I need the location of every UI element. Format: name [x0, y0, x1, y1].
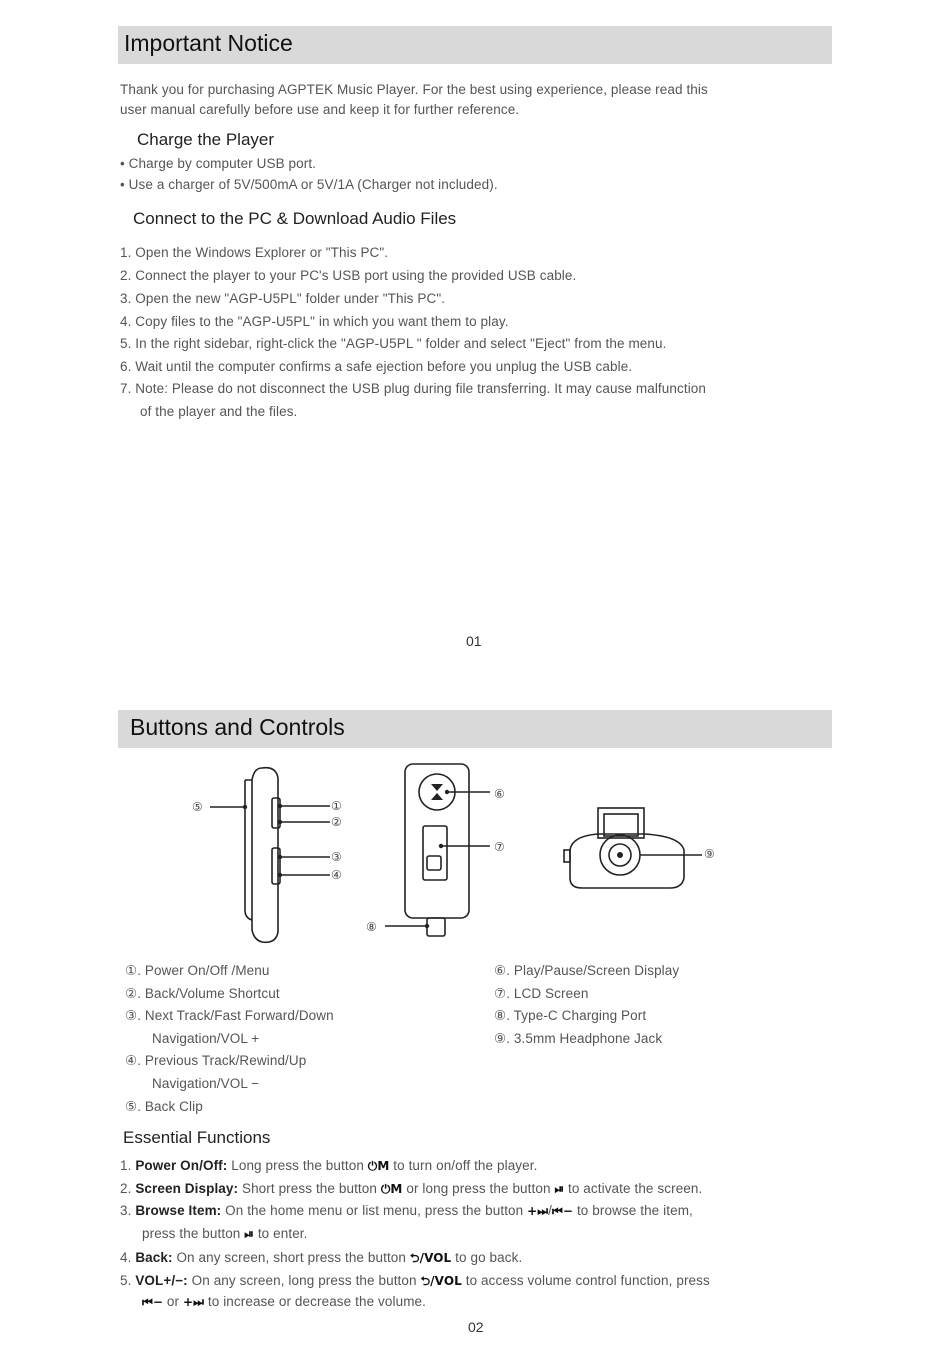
- callout-7: ⑦: [494, 840, 505, 854]
- callout-4: ④: [331, 868, 342, 882]
- important-notice-bar: [118, 26, 832, 64]
- essential-item-1: 1. Power On/Off: Long press the button ⏻M to turn on/off the player.: [120, 1158, 538, 1173]
- callout-6: ⑥: [494, 787, 505, 801]
- callout-2: ②: [331, 815, 342, 829]
- callout-5: ⑤: [192, 800, 203, 814]
- essential-item-3: 3. Browse Item: On the home menu or list menu, press the button +⏭/⏮− to browse the item,: [120, 1203, 693, 1218]
- essential-item-2: 2. Screen Display: Short press the button ⏻M or long press the button ⏯ to activate the screen.: [120, 1181, 703, 1196]
- legend-left-1: ①. Power On/Off /Menu: [125, 963, 270, 978]
- legend-right-7: ⑦. LCD Screen: [494, 986, 589, 1001]
- legend-left-2: ②. Back/Volume Shortcut: [125, 986, 280, 1001]
- page-number-1: 01: [466, 633, 482, 649]
- page-number-2: 02: [468, 1319, 484, 1335]
- callout-8: ⑧: [366, 920, 377, 934]
- connect-step-7: 7. Note: Please do not disconnect the USB plug during file transferring. It may cause malfunction: [120, 381, 707, 396]
- connect-step-5: 5. In the right sidebar, right-click the "AGP-U5PL " folder and select "Eject" from the menu.: [120, 336, 667, 351]
- charge-item-1: • Charge by computer USB port.: [120, 156, 317, 171]
- legend-left-4-cont: Navigation/VOL −: [152, 1076, 260, 1091]
- essential-item-5: 5. VOL+/−: On any screen, long press the button ⮌/VOL to access volume control function, press: [120, 1273, 710, 1288]
- legend-left-3: ③. Next Track/Fast Forward/Down: [125, 1008, 334, 1023]
- back-vol-icon: ⮌/VOL: [420, 1274, 462, 1288]
- essential-item-4: 4. Back: On any screen, short press the button ⮌/VOL to go back.: [120, 1250, 523, 1265]
- connect-step-6: 6. Wait until the computer confirms a safe ejection before you unplug the USB cable.: [120, 359, 633, 374]
- previous-track-icon: ⏮−: [552, 1204, 574, 1218]
- legend-left-4: ④. Previous Track/Rewind/Up: [125, 1053, 307, 1068]
- power-menu-icon: ⏻M: [380, 1182, 403, 1196]
- charge-item-2: • Use a charger of 5V/500mA or 5V/1A (Charger not included).: [120, 177, 498, 192]
- connect-step-3: 3. Open the new "AGP-U5PL" folder under "This PC".: [120, 291, 446, 306]
- power-menu-icon: ⏻M: [367, 1159, 390, 1173]
- callout-1: ①: [331, 799, 342, 813]
- legend-right-8: ⑧. Type-C Charging Port: [494, 1008, 647, 1023]
- intro-line-2: user manual carefully before use and keep it for further reference.: [120, 102, 520, 117]
- legend-right-6: ⑥. Play/Pause/Screen Display: [494, 963, 680, 978]
- connect-step-1: 1. Open the Windows Explorer or "This PC".: [120, 245, 389, 260]
- legend-left-5: ⑤. Back Clip: [125, 1099, 203, 1114]
- legend-left-3-cont: Navigation/VOL +: [152, 1031, 260, 1046]
- connect-step-2: 2. Connect the player to your PC's USB port using the provided USB cable.: [120, 268, 577, 283]
- essential-item-3-cont: press the button ⏯ to enter.: [142, 1226, 308, 1241]
- back-vol-icon: ⮌/VOL: [409, 1251, 452, 1265]
- buttons-controls-title: Buttons and Controls: [130, 714, 345, 740]
- play-pause-icon: ⏯: [554, 1182, 565, 1196]
- connect-heading: Connect to the PC & Download Audio Files: [133, 209, 457, 228]
- next-track-icon: +⏭: [182, 1295, 205, 1309]
- charge-heading: Charge the Player: [137, 130, 275, 149]
- connect-step-7-cont: of the player and the files.: [140, 404, 298, 419]
- next-track-icon: +⏭: [527, 1204, 549, 1218]
- previous-track-icon: ⏮−: [142, 1295, 164, 1309]
- important-notice-title: Important Notice: [124, 30, 293, 56]
- buttons-controls-bar: [118, 710, 832, 748]
- essential-item-5-cont: ⏮− or +⏭ to increase or decrease the volume.: [142, 1294, 426, 1309]
- callout-3: ③: [331, 850, 342, 864]
- legend-right-9: ⑨. 3.5mm Headphone Jack: [494, 1031, 663, 1046]
- play-pause-icon: ⏯: [244, 1227, 254, 1241]
- intro-line-1: Thank you for purchasing AGPTEK Music Player. For the best using experience, please read this: [120, 82, 708, 97]
- callout-9: ⑨: [704, 847, 715, 861]
- connect-step-4: 4. Copy files to the "AGP-U5PL" in which you want them to play.: [120, 314, 509, 329]
- essential-heading: Essential Functions: [123, 1128, 271, 1147]
